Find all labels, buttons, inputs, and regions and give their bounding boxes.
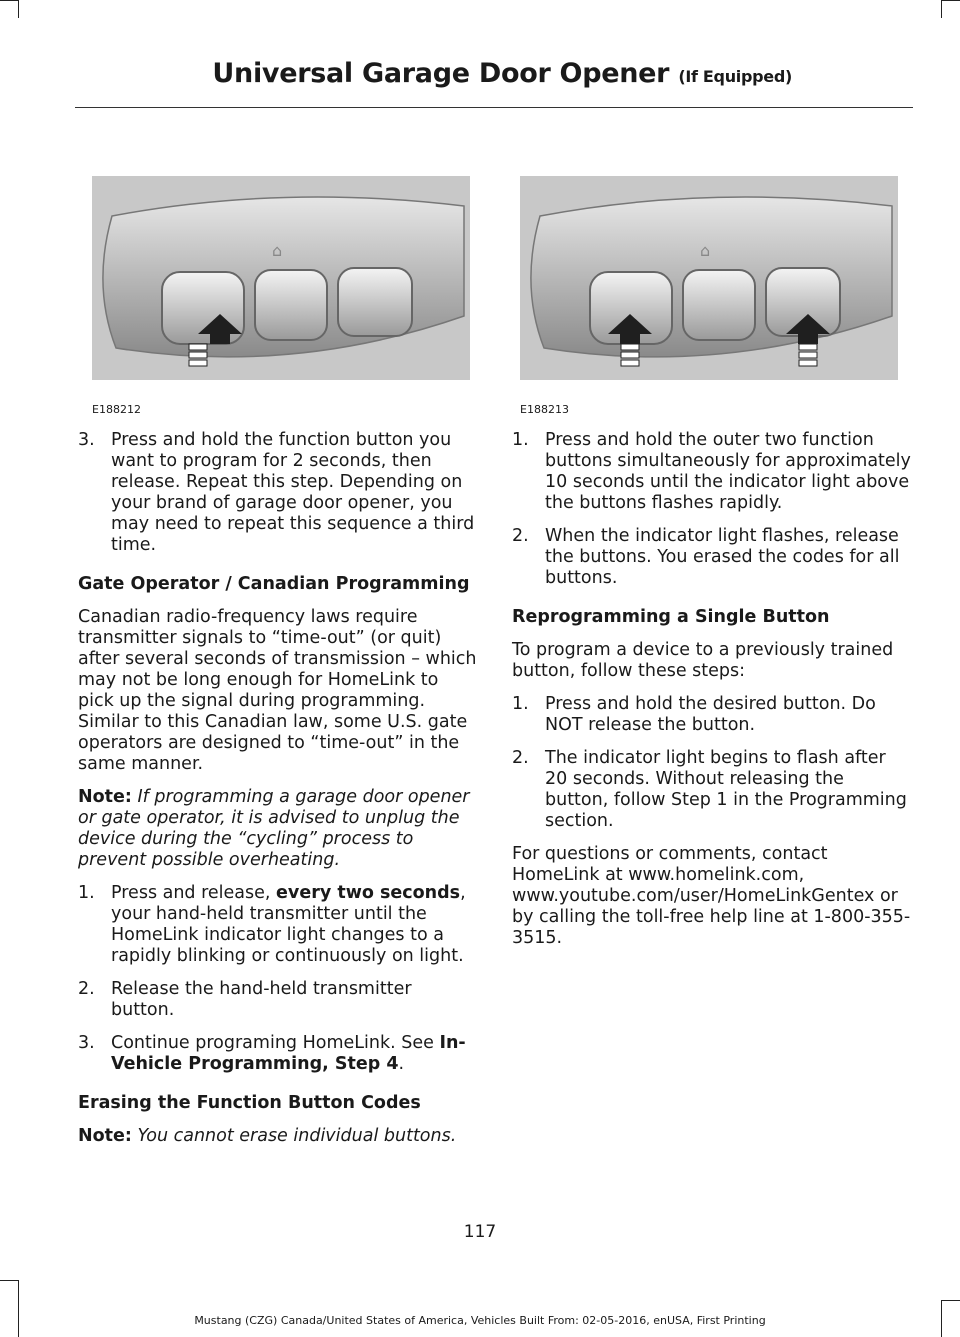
crop-mark [0,1280,18,1281]
page-title [212,58,792,89]
list-text: , your hand-held transmitter until the HomeLink indicator light changes to a rapidly blinking or continuously on light. [111,883,466,966]
crop-mark [18,0,19,18]
gate-step-list [78,883,478,1075]
note-text: If programming a garage door opener or gate operator, it is advised to unplug the device during the “cycling” process to prevent possible overheating. [78,787,470,870]
list-item [512,526,912,589]
programming-step-list [78,430,478,556]
svg-text:⌂: ⌂ [700,241,711,260]
list-text: Press and hold the desired button. Do NOT release the button. [545,694,876,735]
list-text: The indicator light begins to flash after 20 seconds. Without releasing the button, follow Step 1 in the Programming section. [545,748,907,831]
list-item [78,430,478,556]
section-heading: Reprogramming a Single Button [512,607,830,627]
right-column [512,430,912,961]
crop-mark [0,0,18,1]
header-divider [75,107,913,108]
footer-text: Mustang (CZG) Canada/United States of America, Vehicles Built From: 02-05-2016, enUSA, First Printing [194,1314,766,1327]
note-label: Note: [78,1126,132,1146]
section-heading: Erasing the Function Button Codes [78,1093,421,1113]
list-text: Press and hold the outer two function buttons simultaneously for approximately 10 seconds until the indicator light above the buttons flashes rapidly. [545,430,911,513]
erase-step-list [512,430,912,589]
left-column [78,430,478,1159]
paragraph: To program a device to a previously trained button, follow these steps: [512,640,894,681]
list-number: 1. [512,430,529,450]
list-text: When the indicator light flashes, release the buttons. You erased the codes for all buttons. [545,526,900,588]
crop-mark [942,0,960,1]
list-number: 1. [78,883,95,903]
contact-paragraph: For questions or comments, contact HomeLink at www.homelink.com, www.youtube.com/user/HomeLinkGentex or by calling the toll-free help line at 1-800-355-3515. [512,844,911,948]
figure-left-button-illustration [92,176,470,380]
paragraph: Canadian radio-frequency laws require transmitter signals to “time-out” (or quit) after several seconds of transmission – which may not be long enough for HomeLink to pick up the signal during programming. Similar to this Canadian law, some U.S. gate operators are designed to “time-out” in the same manner. [78,607,477,774]
figure-id: E188213 [520,403,569,416]
list-text: Continue programing HomeLink. See [111,1033,440,1053]
list-item [512,694,912,736]
crop-mark [18,1280,19,1337]
reprogram-step-list [512,694,912,832]
page-title-main: Universal Garage Door Opener [212,58,670,89]
list-number: 2. [78,979,95,999]
list-text: Press and release, [111,883,277,903]
list-item [512,748,912,832]
note [78,1126,478,1147]
list-text-bold: every two seconds [276,883,461,903]
list-text: Press and hold the function button you want to program for 2 seconds, then release. Repeat this step. Depending on your brand of garage door opener, you may need to repeat this sequence a third time. [111,430,475,555]
note-label: Note: [78,787,132,807]
crop-mark [941,0,942,18]
list-item [512,430,912,514]
list-number: 1. [512,694,529,714]
list-number: 2. [512,748,529,768]
page-title-suffix: (If Equipped) [678,67,792,86]
list-text: . [398,1054,405,1074]
list-item [78,1033,478,1075]
list-item [78,883,478,967]
figure-outer-buttons-illustration [520,176,898,380]
list-number: 3. [78,430,95,450]
list-number: 2. [512,526,529,546]
cross-reference-link: In-Vehicle Programming, Step 4 [111,1033,466,1074]
list-number: 3. [78,1033,95,1053]
page-number: 117 [463,1222,497,1242]
note-text: You cannot erase individual buttons. [131,1126,457,1146]
figure-id: E188212 [92,403,141,416]
list-item [78,979,478,1021]
crop-mark [942,1300,960,1301]
list-text: Release the hand-held transmitter button. [111,979,412,1020]
section-heading: Gate Operator / Canadian Programming [78,574,470,594]
note [78,787,478,871]
svg-text:⌂: ⌂ [272,241,283,260]
